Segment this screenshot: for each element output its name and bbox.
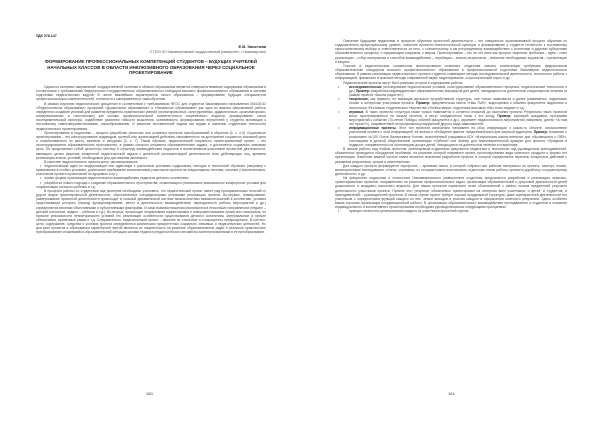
paragraph: Одним из основных направлений государственной политики в области образования является совершенствование содержания образования в соответствии с требованиями Федерального государственного образовательного стандарта высшего профессионального образования в системе подготовки педагогических кадров. В числе важнейших характеристик такого образования – формирование будущих специалистов профессиональных компетентностей, готовности к саморазвитию и самообучению. <box>36 85 266 102</box>
left-body <box>36 85 266 235</box>
list-item: • разработка нового подхода к созданию образовательного пространства, позволяющего реализовать максимально комфортные условия для социализации личности ребенка и т.д. <box>36 181 266 189</box>
example-label: Пример: <box>416 101 431 106</box>
udc-code: УДК 378.147 <box>36 34 57 38</box>
list-item <box>335 85 567 97</box>
example-label: Пример: <box>497 113 512 118</box>
right-page <box>300 0 600 424</box>
description: как правило, не имеющие детально проработанной структуры, она только намечается и далее развивается, подчиняясь логике и интересам участников проекта. <box>349 97 567 106</box>
author-affiliation: © ГБОУ ВО Нижневартовский государственный университет, г. Нижневартовск <box>149 50 266 54</box>
paragraph: В процессе работы со студентами над проектом необходимо учитывать, что педагогический проект имеет ряд принципиальных отличий от других видов проектировочной деятельности, обусловленных специфическими условиями реализации проекта. Во-первых, планирование, развертывание проектной деятельности происходит в сложной динамической системе межличностных взаимоотношений в коллективе, условия существования которого (период функционирования, место и длительность взаимодействия, периодичность работы мероприятий и др.) определяются многими объективными и субъективными факторами. И сами взаимоотношения реализуются в нескольких направлениях (педагог – детский коллектив, педагог – ребенок и т.д.). Во-вторых, происходит непрерывная корректировка и совершенствование проектного материала, по причине уникальности неповторимости условий его реализации особенности существования детского коллектива, материальные и прочие обеспечения, временные рамки и т.д. Следовательно, педагогический проект – явление не статичное и стопроцентно предсказуемое. В-третьих, цели, содержание, средства и условия проекта определяются комплексом приоритетных социально значимых и педагогических ценностей. Но для всех проектов в образовании характерной чертой является их нацеленность на решение образовательных задач и реальное практическое преобразование сложившейся образовательной ситуации силами педагога (педагогического ансамбля) заинтересованными в ее преобразовании. <box>36 188 266 235</box>
term: творческие, <box>349 97 369 102</box>
paragraph: На факультете педагогики и психологии Нижневартовского университета студентам предлагается разработка и реализация практико-ориентированных проектов, направленных на решение профессиональных задач: организация образовательной и досуговой деятельности детей дошкольного и младшего школьного возраста. Для наших проектов характерен четко обозначенный с самого начала предметный результат деятельности участников проекта. Причем этот результат обязательно ориентирован на интересы всех участников: и детей, и студентов, и преподавателей – руководителей проектов. В таком случае проект требует хорошо продуманной структуры, даже сценария всей деятельности его участников с определением функций каждого из них, четких выходов и участия каждого в оформлении конечного результата. Здесь особенно важна хорошая организация координационной работы. В организации образовательного взаимодействия преподавателя и студентов в освоении индивидуального и коллективного проектирования необходимо руководствоваться следующими принципами: <box>335 176 567 210</box>
example-label: Пример: <box>533 130 548 135</box>
bullet-list <box>36 164 266 189</box>
list-item <box>335 110 567 127</box>
paragraph: Для каждого проекта формируется портфолио – архивная папка, в которой собраны все рабочие материалы по проекту: паспорт, планы, мониторинговые исследования, отчеты, черновики, по которым можно восстановить отдельные этапы работы, провести доработку и корректировку деятельности, и др. <box>335 163 567 176</box>
description: Этот тип проектов изначально направлен на сбор информации о каком-то объекте, ознакомление участников проекта с этой информацией, ее анализ и обобщение фактов, предназначенных для широкой аудитории. <box>349 126 567 135</box>
term: информационные проекты. <box>349 126 397 131</box>
list-item: • принцип личностно-целеполагания каждого из участников проектной группы; <box>335 209 567 213</box>
list-item <box>335 126 567 147</box>
example: Альманах о космонавте №100 Олеге Валерьевиче Котове, выполненный учащимися КОУ «Излучинская школа-интернат для обучающихся с ОВЗ», состоящими в детской общественной организации «Орбита» или баннер для благотворительной ярмарки для проекта «Праздник в подарок», направленного на организацию досуга детей, находящихся на длительном лечении в стационаре. <box>349 130 567 147</box>
author-name: Е.В. Хвостова <box>238 44 266 49</box>
paragraph: В качестве педагогического проекта могут рассматриваться: <box>44 159 139 164</box>
example: разработка индивидуальных образовательных маршрутов для детей, находящихся на длительном стационарном лечении (в рамках проекта «Школа радости»); <box>349 88 567 98</box>
list-item: • новые формы организации педагогического взаимодействия педагогов детского коллектива; <box>36 176 266 180</box>
list-item: • педагогические идеи по модернизации или адаптации к различным условиям содержания, методов и технологий обучения (например к применению в особых условиях: длительное пребывание воспитанников-участников проекта на стационарном лечении, наличие у воспитанников-участников проекта ограничений по здоровью и пр.); <box>36 164 266 176</box>
project-types-list <box>335 85 567 147</box>
page-number: 160 <box>146 391 153 396</box>
page-number: 161 <box>448 391 455 396</box>
paragraph: Участие в педагогическом социальном проектировании позволяет студентам освоить компетенции требуемые федеральным образовательным стандартом высшего профессионального образования в профессиональной подготовке бакалавров педагогического образования. В рамках реализации педагогического проекта студенты совмещают методы исследовательской деятельности, технологию работы с информацией, применяют в практике методы современной науки: моделирование, социологический опрос и др. <box>335 63 567 81</box>
paragraph: В рамках изучения педагогических дисциплин в соответствии с требованиями ФГОС для студентов бакалавриата направления 050100.62 «Педагогическое образование» профилей «Дошкольное образование» и «Начальное образование» как одно из важных направлений работы определено создание условий для развития предметно-практических умений (проектировочных, конструктивных, дидактических, организаторских, коммуникативных и гностических) как основы профессиональной компетентности современного педагога, формирование основ исследовательской культуры, содействие развитию гибкости мышления, креативности, формированию внутренней у студента мотивации к постоянному самосовершенствованию, самообразованию. И решение поставленной задачи мы видим в освоении студентами технологии педагогического проектирования. <box>36 101 266 131</box>
term: игровые. <box>349 109 365 114</box>
term: исследовательские <box>349 84 382 89</box>
paragraph: Освоение будущими педагогами в процессе обучения проектной деятельности – это специально организованный процесс обучения по содержательно-процессуальному уровню, освоение проектно-технологической культуры и формирование у студента готовности к осознанному самостоятельному выбору и ответственности за него, к сознательному и им регулируемому взаимодействию с коллегами и другими субъектами образовательного процесса, с окружающим социумом, с миром. Проектирование – это ни что иное как процесс творения: проблема – идея – план реализации – отбор материалов и способов взаимодействия – апробация – анализ результатов – внесение необходимых корректив – презентация и защита. <box>335 39 567 64</box>
article-title: ФОРМИРОВАНИЕ ПРОФЕССИОНАЛЬНЫХ КОМПЕТЕНЦИЙ СТУДЕНТОВ – БУДУЩИХ УЧИТЕЛЕЙ НАЧАЛЬНЫХ КЛАССОВ В ОБЛАСТИ ИНКЛЮЗИВНОГО ОБРАЗОВАНИЯ ЧЕРЕЗ СОЦИАЛЬНОЕ ПРОЕКТИРОВАНИЕ <box>44 59 258 76</box>
example: факультетская газета «Наш ПиП», видеофильм к юбилею факультета педагогики и психологии, Фестиваль студенческого творчества «Улыбки мира», подготовка выставки «Мы точно видим» и т.д.; <box>349 101 567 110</box>
right-body <box>335 39 567 214</box>
example-label: Пример: <box>355 88 370 93</box>
description: В таких проектах структура также только намечается и остается открытой до окончания проекта. Результаты таких проектов могут прогнозироваться на начале проекта, а могут определяться лишь к его концу. <box>349 109 567 118</box>
list-item <box>335 97 567 109</box>
paragraph: Педагогические проекты могут быть разными по цели и содержанию работы: <box>343 80 464 85</box>
example: сценарий праздника, программа мероприятий к событию (70-летие Победы, юбилей факультета и др.), фрагмент педагогического мероприятия (например, диспут «А нам это нужно?»), направленный на профилактику нарушений другого вида зависимостей; <box>349 113 568 127</box>
paragraph: Проектирование в педагогике – процесс разработки реальных или условных проектов преобразований в обучении [4, с. 4.0]. Социальное проектирование – это конструирование индивидом, группой или организацией действия, направленного на достижение социально значимой цели и локализованного по месту, времени и ресурсам [3, с. 7]. Таким образом, педагогический социально ориентированный проект – это сконструированное образовательное пространство, в рамках которого решаются образовательные задачи, и достигается социально значимая цель. Он представляет собой целостную систему и структуру взаимодействия педагогов и воспитанников-участников проектной деятельности, имеющего целью решение конкретной педагогической задачи с детальной регламентацией деятельности всех действующих лиц, времени реализации этапов, условий, необходимых для достижения желаемого. <box>36 130 266 160</box>
description: (исследование педагогических условий, конструирование образовательного процесса, педагогические технологии и др.) <box>349 84 567 93</box>
paragraph: В начале работы над любым проектом, реализуемым студентами факультета педагогики и психологии под руководством преподавателей, обязательно проводится обсуждение проблемы, на решение которой направлен проект, прогнозирования вида конечного продукта и формы его презентации. Наиболее важной частью плана является поэтапная разработка проекта, в которой определяется перечень конкретных действий с указанием результатов, сроков и ответственных. <box>335 147 567 164</box>
principles-list <box>335 209 567 213</box>
